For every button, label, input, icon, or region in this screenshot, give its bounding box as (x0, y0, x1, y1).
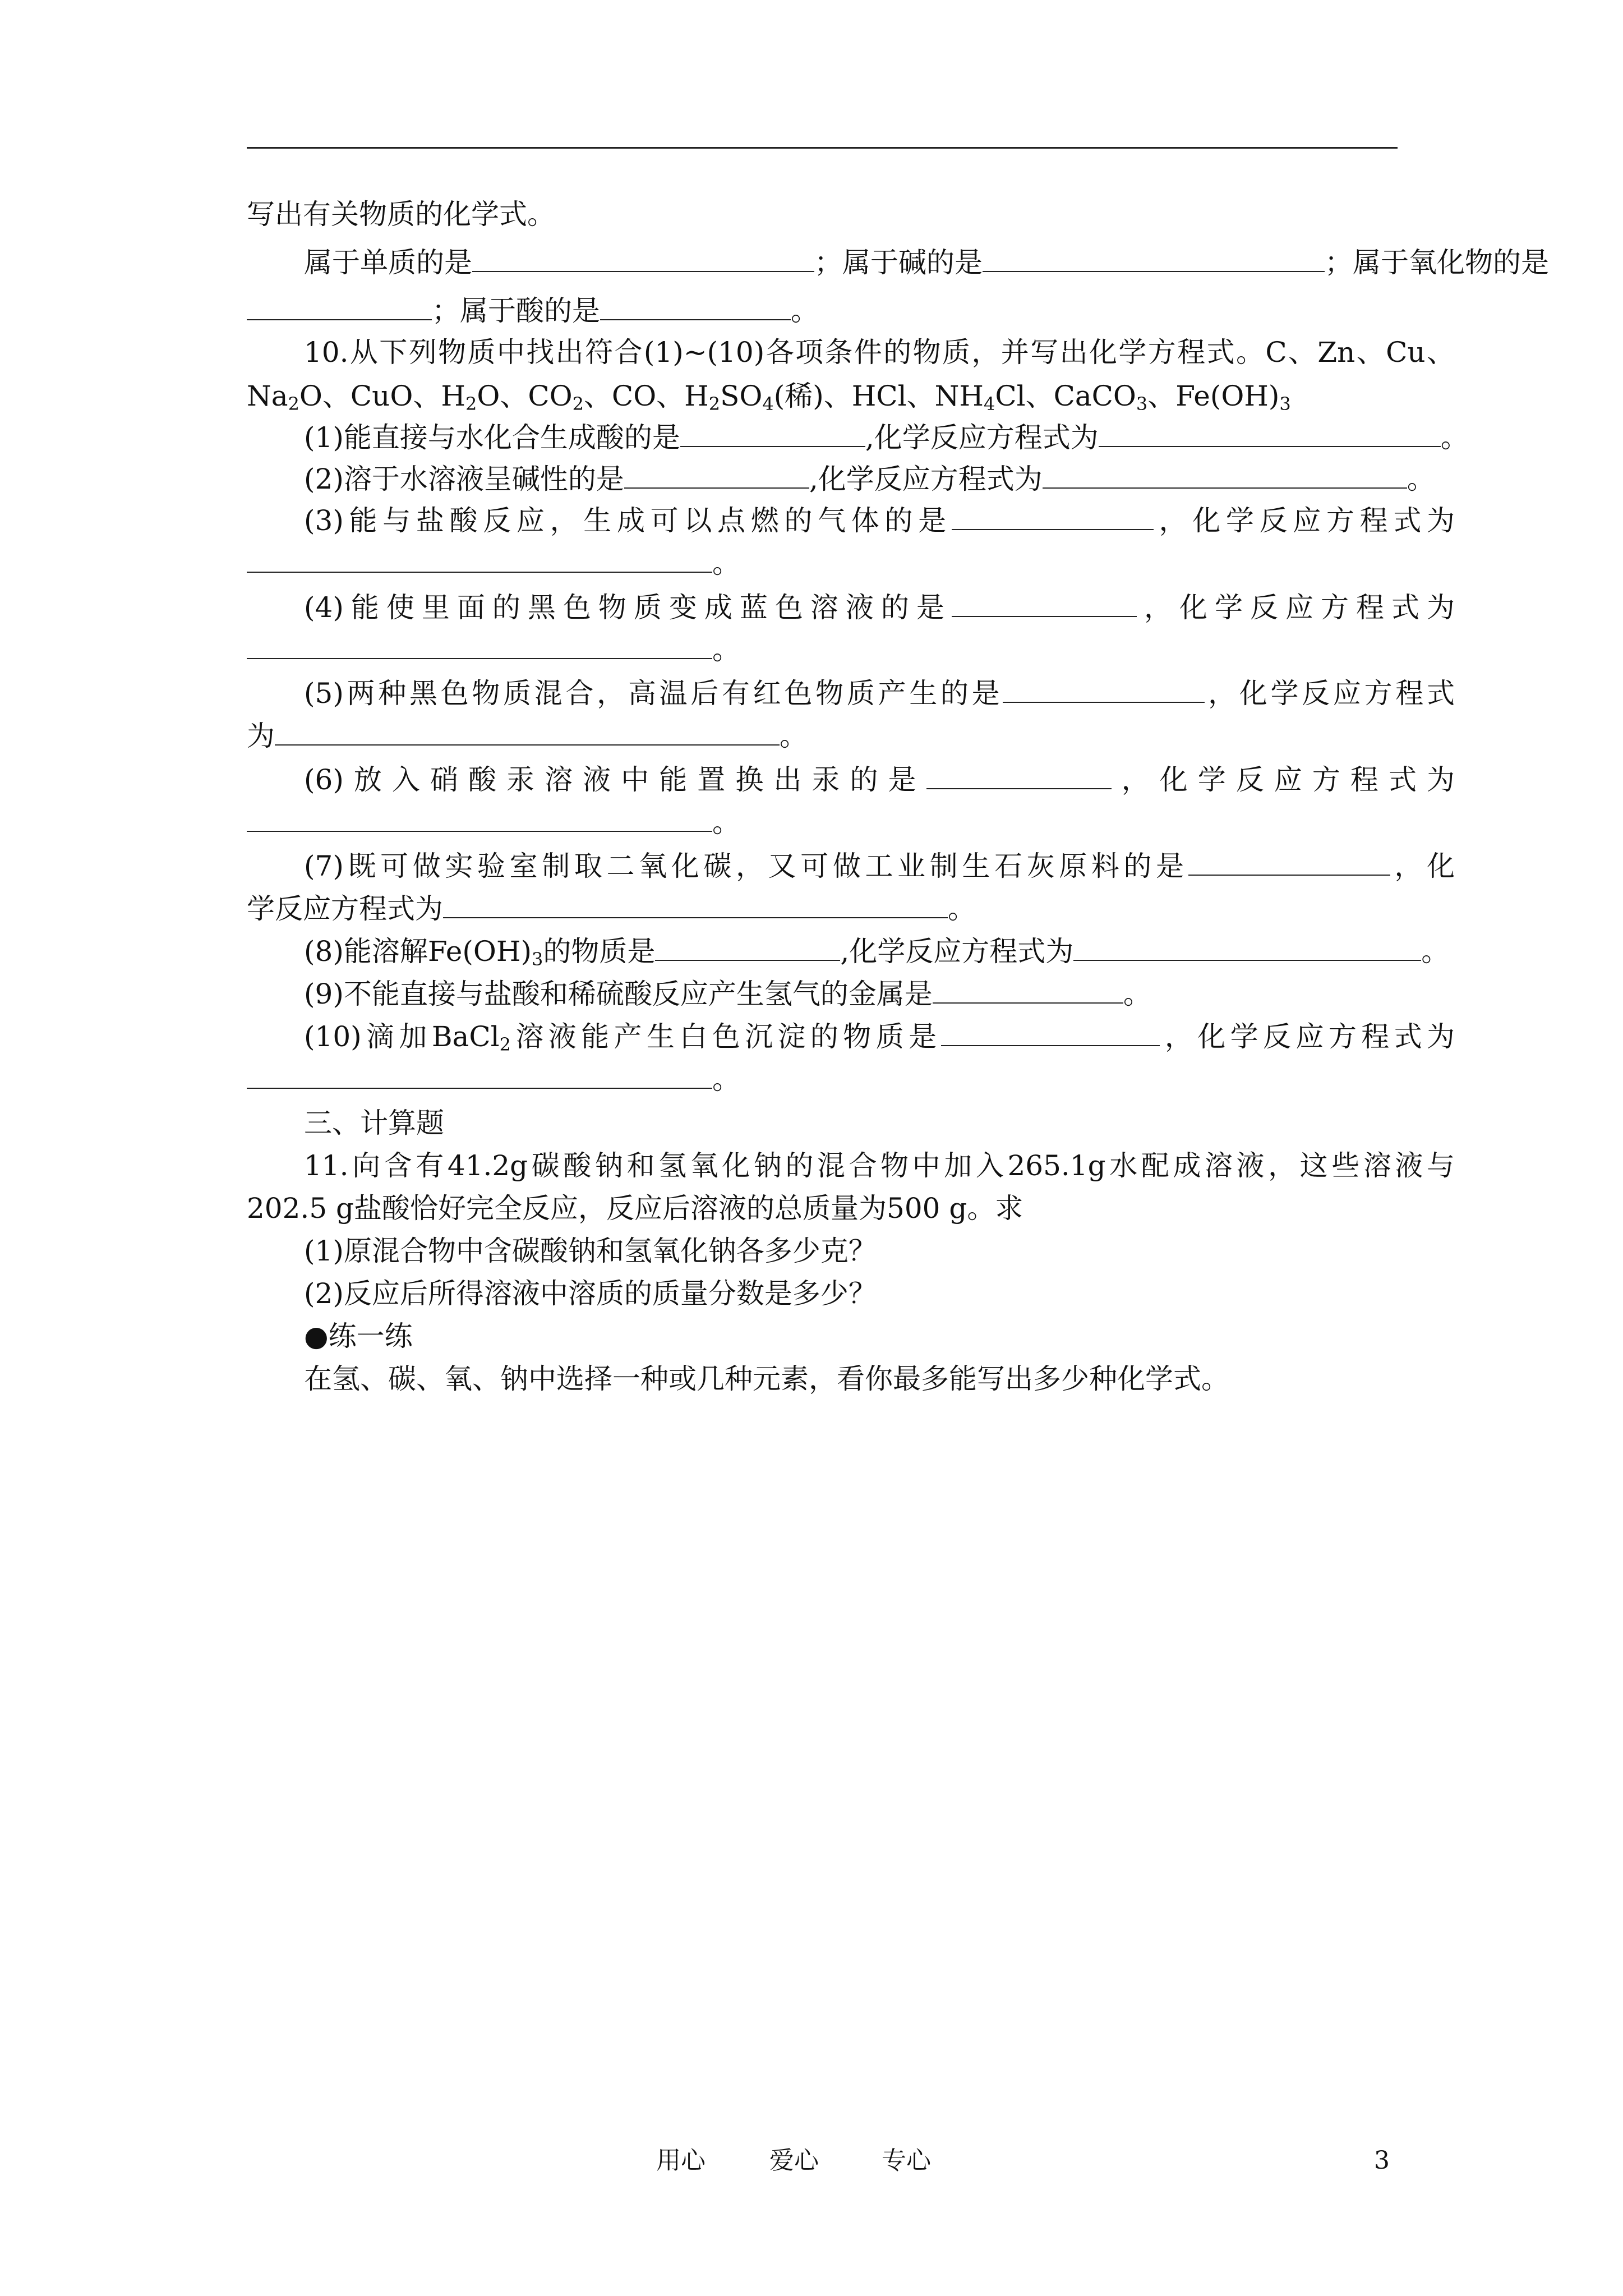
footer-text: 爱心 (769, 2146, 819, 2175)
question-line: 。 (247, 627, 1398, 672)
question-line: (1)能直接与水化合生成酸的是 ,化学反应方程式为 。 (304, 421, 1469, 454)
footer-text: 用心 (656, 2146, 706, 2175)
practice-heading: ●练一练 (304, 1320, 413, 1352)
question-line: (8)能溶解$Fe(OH)_3$的物质是 ,化学反应方程式为 。 (304, 935, 1450, 970)
question-line: $Na_2O$、CuO、$H_2O$、$CO_2$、CO、$H_2SO_4$(稀)、HCl、$NH_4Cl$、CaCO$_3$、$Fe(OH)_3$ (247, 380, 1291, 415)
question-line: (6)放入硝酸汞溶液中能置换出汞的是 ，化学反应方程式为 (304, 763, 1455, 796)
question-line: (5)两种黑色物质混合，高温后有红色物质产生的是 ，化学反应方程式 (304, 677, 1455, 710)
question-line: 为 。 (247, 720, 808, 752)
question-line: 。 (247, 1057, 1398, 1102)
question-line: (3)能与盐酸反应，生成可以点燃的气体的是 ，化学反应方程式为 (304, 504, 1455, 537)
page-number: 3 (1374, 2146, 1390, 2175)
practice-text: 在氢、碳、氧、钠中选择一种或几种元素，看你最多能写出多少种化学式。 (304, 1363, 1229, 1395)
problem-text: 11.向含有41.2g碳酸钠和氢氧化钠的混合物中加入265.1g水配成溶液，这些溶液与 (304, 1149, 1455, 1182)
question-line: 属于单质的是 ；属于碱的是 ；属于氧化物的是 (304, 246, 1549, 279)
problem-question: (2)反应后所得溶液中溶质的质量分数是多少？ (304, 1277, 877, 1310)
question-line: (10)滴加BaCl$_2$溶液能产生白色沉淀的物质是 ，化学反应方程式为 (304, 1020, 1455, 1055)
question-line: 10.从下列物质中找出符合(1)~(10)各项条件的物质，并写出化学方程式。C、Zn、Cu、 (304, 336, 1455, 369)
question-line: ；属于酸的是 。 (247, 288, 1398, 333)
question-line: 。 (247, 541, 1398, 586)
question-line: 。 (247, 800, 1398, 845)
question-line: 学反应方程式为 。 (247, 892, 976, 925)
section-heading: 三、计算题 (304, 1107, 444, 1139)
footer-text: 专心 (882, 2146, 931, 2175)
text-line: 写出有关物质的化学式。 (247, 198, 555, 231)
question-line: (2)溶于水溶液呈碱性的是 ,化学反应方程式为 。 (304, 463, 1435, 495)
header-rule (247, 147, 1398, 149)
question-line: (9)不能直接与盐酸和稀硫酸反应产生氢气的金属是 。 (304, 978, 1151, 1010)
problem-question: (1)原混合物中含碳酸钠和氢氧化钠各多少克？ (304, 1235, 877, 1267)
problem-text: 202.5 g盐酸恰好完全反应，反应后溶液的总质量为500 g。求 (247, 1192, 1023, 1225)
question-line: (7)既可做实验室制取二氧化碳，又可做工业制生石灰原料的是 ，化 (304, 850, 1455, 882)
question-line: (4)能使里面的黑色物质变成蓝色溶液的是 ，化学反应方程式为 (304, 591, 1455, 624)
